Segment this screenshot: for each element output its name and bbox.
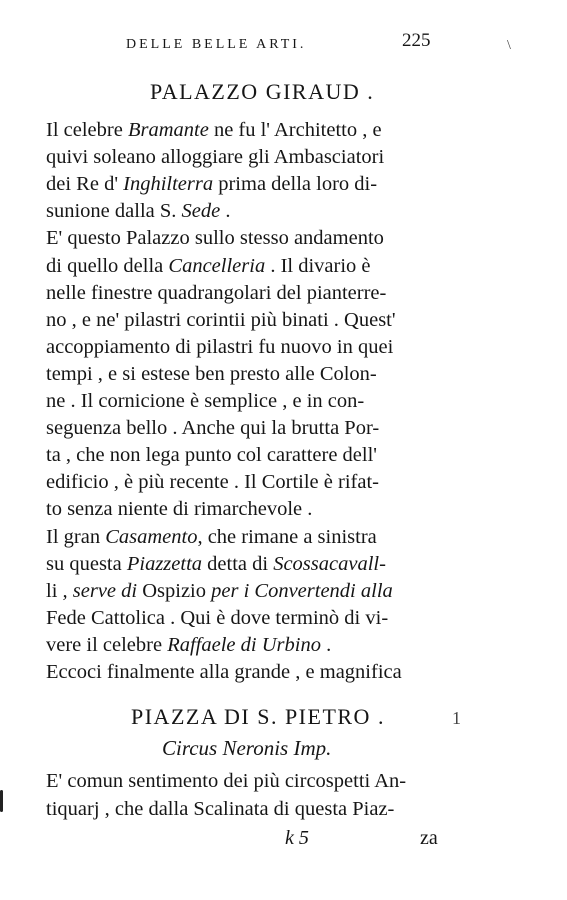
italic-run: per i Convertendi alla bbox=[206, 579, 393, 602]
text-run: Il gran bbox=[46, 525, 106, 548]
italic-run: Raffaele di Urbino bbox=[167, 633, 321, 656]
text-line bbox=[46, 174, 377, 195]
text-run: ne . Il cornicione è semplice , e in con- bbox=[46, 390, 365, 412]
text-line bbox=[46, 201, 230, 222]
text-run: detta di bbox=[202, 552, 274, 575]
italic-run: , serve di bbox=[57, 579, 143, 602]
italic-run: Scossacavall- bbox=[273, 552, 386, 575]
text-line bbox=[46, 391, 364, 412]
text-run: . Il divario è bbox=[265, 254, 371, 277]
text-run: , che rimane a sinistra bbox=[197, 525, 377, 548]
text-line bbox=[46, 771, 406, 792]
text-run: E' comun sentimento dei più circospetti An- bbox=[46, 770, 407, 792]
signature-mark: k 5 bbox=[285, 827, 309, 849]
section-title-palazzo-giraud: PALAZZO GIRAUD . bbox=[150, 79, 375, 104]
text-run: Ospizio bbox=[142, 579, 207, 602]
text-line bbox=[46, 445, 377, 466]
text-line bbox=[46, 499, 312, 520]
page-number: 225 bbox=[402, 30, 431, 51]
text-line bbox=[46, 581, 393, 602]
text-run: su questa bbox=[46, 552, 127, 575]
text-line bbox=[46, 147, 384, 168]
italic-run: Casamento bbox=[105, 525, 198, 548]
text-run: Eccoci finalmente alla grande , e magnifica bbox=[46, 661, 402, 683]
text-run: Il celebre bbox=[46, 119, 128, 141]
text-line bbox=[46, 608, 388, 629]
text-run: tiquarj , che dalla Scalinata di questa Piaz- bbox=[46, 797, 395, 820]
catchword: za bbox=[420, 827, 438, 849]
text-run: . bbox=[320, 633, 332, 656]
text-run: di quello della bbox=[46, 254, 169, 277]
italic-run: Cancelleria bbox=[168, 254, 266, 277]
corner-mark: \ bbox=[507, 38, 511, 53]
text-run: li bbox=[46, 579, 58, 602]
text-run: E' questo Palazzo sullo stesso andamento bbox=[46, 227, 384, 250]
text-line bbox=[46, 310, 396, 331]
text-run: seguenza bello . Anche qui la brutta Por- bbox=[46, 417, 380, 440]
text-run: vere il celebre bbox=[46, 633, 168, 656]
text-line bbox=[46, 418, 379, 439]
text-line bbox=[46, 364, 377, 385]
text-run: tempi , e si estese ben presto alle Colon- bbox=[46, 362, 377, 385]
italic-run: Bramante bbox=[127, 119, 209, 141]
text-run: sunione dalla S. bbox=[46, 200, 182, 223]
text-line bbox=[46, 120, 382, 141]
text-run: accoppiamento di pilastri fu nuovo in quei bbox=[46, 335, 394, 358]
text-run: edificio , è più recente . Il Cortile è rifat- bbox=[46, 471, 379, 494]
text-run: ta , che non lega punto col carattere dell' bbox=[46, 444, 377, 467]
running-head: DELLE BELLE ARTI. bbox=[126, 37, 307, 52]
text-line bbox=[46, 472, 379, 493]
italic-run: Inghilterra bbox=[123, 173, 214, 196]
text-run: ne fu l' Architetto , e bbox=[208, 119, 382, 141]
text-line bbox=[46, 337, 393, 358]
text-run: prima della loro di- bbox=[213, 173, 378, 196]
text-run: . bbox=[220, 200, 231, 223]
text-run: Fede Cattolica . Qui è dove terminò di vi- bbox=[46, 606, 389, 629]
text-line bbox=[46, 256, 371, 277]
section-title-piazza-s-pietro: PIAZZA DI S. PIETRO . bbox=[131, 704, 385, 729]
text-run: quivi soleano alloggiare gli Ambasciatori bbox=[46, 146, 385, 169]
text-run: dei Re d' bbox=[46, 173, 124, 196]
text-run: nelle finestre quadrangolari del pianterre- bbox=[46, 281, 387, 304]
text-run: to senza niente di rimarchevole . bbox=[46, 498, 313, 521]
text-line bbox=[46, 554, 386, 575]
section-side-mark: 1 bbox=[452, 708, 461, 728]
text-line bbox=[46, 228, 384, 249]
section-subtitle: Circus Neronis Imp. bbox=[162, 736, 332, 760]
text-line bbox=[46, 283, 386, 304]
page-edge-shadow bbox=[0, 790, 3, 812]
text-line bbox=[46, 635, 331, 656]
italic-run: Piazzetta bbox=[126, 552, 203, 575]
text-line bbox=[46, 799, 394, 820]
text-line bbox=[46, 527, 377, 548]
italic-run: Sede bbox=[181, 200, 221, 223]
text-run: no , e ne' pilastri corintii più binati . Quest' bbox=[46, 308, 396, 331]
text-line bbox=[46, 662, 402, 683]
